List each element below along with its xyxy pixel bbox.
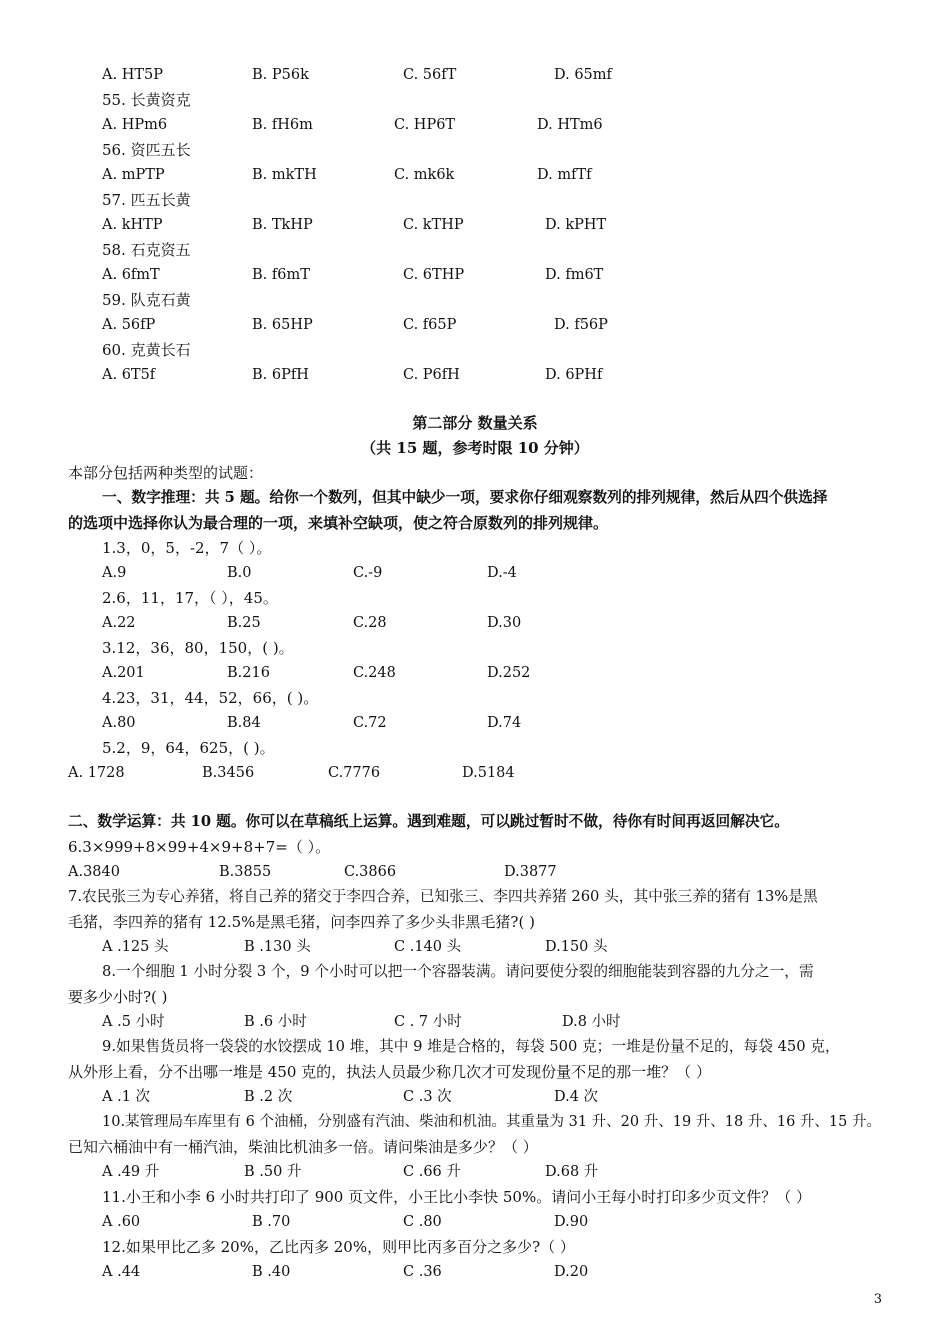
option: B. f6mT: [252, 267, 310, 283]
question: 7.农民张三为专心养猪，将自己养的猪交于李四合养，已知张三、李四共养猪 260 头，其中张三养的猪有 13%是黑: [68, 888, 818, 905]
question: 从外形上看，分不出哪一堆是 450 克的，执法人员最少称几次才可发现份量不足的那一堆？（ ）: [68, 1063, 711, 1081]
option: C. 56fT: [403, 67, 457, 83]
option: D.3877: [504, 864, 557, 880]
option: A .49 升: [102, 1164, 160, 1180]
option: A. 6T5f: [102, 367, 156, 383]
question: 57. 匹五长黄: [102, 191, 191, 209]
option: C .66 升: [403, 1164, 461, 1180]
option: D. 6PHf: [545, 367, 603, 383]
question: 5.2，9，64，625，( )。: [102, 739, 275, 757]
option: D. 65mf: [554, 67, 612, 83]
option: D. f56P: [554, 317, 608, 333]
option: A. mPTP: [102, 167, 165, 183]
question: 毛猪，李四养的猪有 12.5%是黑毛猪，问李四养了多少头非黑毛猪?( ): [68, 913, 535, 931]
instruction: 的选项中选择你认为最合理的一项，来填补空缺项，使之符合原数列的排列规律。: [68, 514, 609, 532]
option: C.-9: [353, 565, 383, 581]
option: B.25: [227, 615, 261, 631]
section-subtitle: （共 15 题，参考时限 10 分钟）: [361, 439, 589, 457]
option: C .80: [403, 1214, 442, 1230]
option: D.4 次: [554, 1089, 599, 1105]
question: 8.一个细胞 1 小时分裂 3 个，9 个小时可以把一个容器装满。请问要使分裂的细胞能装到容器的九分之一，需: [102, 963, 814, 980]
question: 56. 资匹五长: [102, 141, 191, 159]
section-title: 第二部分 数量关系: [412, 414, 538, 432]
question: 4.23，31，44，52，66，( )。: [102, 689, 319, 707]
question: 2.6，11，17，（ ），45。: [102, 589, 278, 607]
question: 6.3×999+8×99+4×9+8+7=（ ）。: [68, 838, 331, 856]
option: A .60: [102, 1214, 141, 1230]
option: B. 6PfH: [252, 367, 309, 383]
option: C. mk6k: [394, 167, 455, 183]
option: C. HP6T: [394, 117, 456, 133]
question: 60. 克黄长石: [102, 341, 191, 359]
option: B .50 升: [244, 1164, 302, 1180]
option: A.201: [102, 665, 145, 681]
option: C . 7 小时: [394, 1014, 462, 1030]
option: B.3855: [219, 864, 272, 880]
option: D. mfTf: [537, 167, 592, 183]
option: C.72: [353, 715, 387, 731]
option: B .130 头: [244, 939, 311, 955]
option: A.9: [102, 565, 127, 581]
option: B .40: [252, 1264, 291, 1280]
question: 10.某管理局车库里有 6 个油桶，分别盛有汽油、柴油和机油。其重量为 31 升、20 升、19 升、18 升、16 升、15 升。: [102, 1114, 881, 1130]
option: A. 56fP: [102, 317, 156, 333]
option: C .36: [403, 1264, 442, 1280]
page-number: 3: [873, 1292, 882, 1307]
option: B. TkHP: [252, 217, 313, 233]
option: A .125 头: [102, 939, 169, 955]
option: A. HPm6: [102, 117, 168, 133]
option: C.248: [353, 665, 396, 681]
option: D.-4: [487, 565, 517, 581]
option: D. HTm6: [537, 117, 603, 133]
option: C.28: [353, 615, 387, 631]
option: D.90: [554, 1214, 589, 1230]
option: A.3840: [68, 864, 120, 880]
question: 11.小王和小李 6 小时共打印了 900 页文件，小王比小李快 50%。请问小王每小时打印多少页文件？（ ）: [102, 1188, 811, 1206]
option: D.20: [554, 1264, 589, 1280]
option: C .3 次: [403, 1089, 452, 1105]
option: D.74: [487, 715, 522, 731]
option: C.3866: [344, 864, 397, 880]
option: B.84: [227, 715, 261, 731]
option: A.22: [102, 615, 136, 631]
question: 1.3，0，5，-2，7（ ）。: [102, 539, 272, 557]
option: B. fH6m: [252, 117, 313, 133]
option: D.150 头: [545, 939, 608, 955]
question: 已知六桶油中有一桶汽油，柴油比机油多一倍。请问柴油是多少？（ ）: [68, 1138, 538, 1156]
option: C. f65P: [403, 317, 457, 333]
option: B. P56k: [252, 67, 309, 83]
question: 12.如果甲比乙多 20%，乙比丙多 20%，则甲比丙多百分之多少?（ ）: [102, 1238, 575, 1256]
question: 59. 队克石黄: [102, 291, 191, 309]
option: B .6 小时: [244, 1014, 307, 1030]
option: B. mkTH: [252, 167, 317, 183]
option: D.5184: [462, 765, 515, 781]
question: 要多少小时?( ): [68, 988, 168, 1006]
question: 9.如果售货员将一袋袋的水饺摆成 10 堆，其中 9 堆是合格的，每袋 500 克；一堆是份量不足的，每袋 450 克，: [102, 1038, 840, 1055]
option: B. 65HP: [252, 317, 313, 333]
option: A. kHTP: [102, 217, 163, 233]
option: B .70: [252, 1214, 291, 1230]
option: B .2 次: [244, 1089, 293, 1105]
option: A .1 次: [102, 1089, 151, 1105]
option: D. fm6T: [545, 267, 604, 283]
option: A. 1728: [68, 765, 125, 781]
instruction: 二、数学运算：共 10 题。你可以在草稿纸上运算。遇到难题，可以跳过暂时不做，待你有时间再返回解决它。: [68, 813, 789, 830]
instruction: 一、数字推理：共 5 题。给你一个数列，但其中缺少一项，要求你仔细观察数列的排列规律，然后从四个供选择: [102, 489, 828, 506]
intro-text: 本部分包括两种类型的试题：: [68, 464, 264, 482]
question: 55. 长黄资克: [102, 91, 191, 109]
option: C. kTHP: [403, 217, 464, 233]
option: A .44: [102, 1264, 141, 1280]
option: B.0: [227, 565, 252, 581]
option: A. HT5P: [102, 67, 163, 83]
option: C .140 头: [394, 939, 462, 955]
option: B.216: [227, 665, 270, 681]
option: C.7776: [328, 765, 381, 781]
option: C. 6THP: [403, 267, 465, 283]
option: A .5 小时: [102, 1014, 165, 1030]
option: D. kPHT: [545, 217, 607, 233]
option: D.8 小时: [562, 1014, 621, 1030]
option: D.68 升: [545, 1164, 599, 1180]
option: A.80: [102, 715, 136, 731]
question: 58. 石克资五: [102, 241, 191, 259]
option: B.3456: [202, 765, 255, 781]
option: D.252: [487, 665, 531, 681]
option: C. P6fH: [403, 367, 460, 383]
question: 3.12，36，80，150，( )。: [102, 639, 294, 657]
option: D.30: [487, 615, 522, 631]
option: A. 6fmT: [102, 267, 160, 283]
